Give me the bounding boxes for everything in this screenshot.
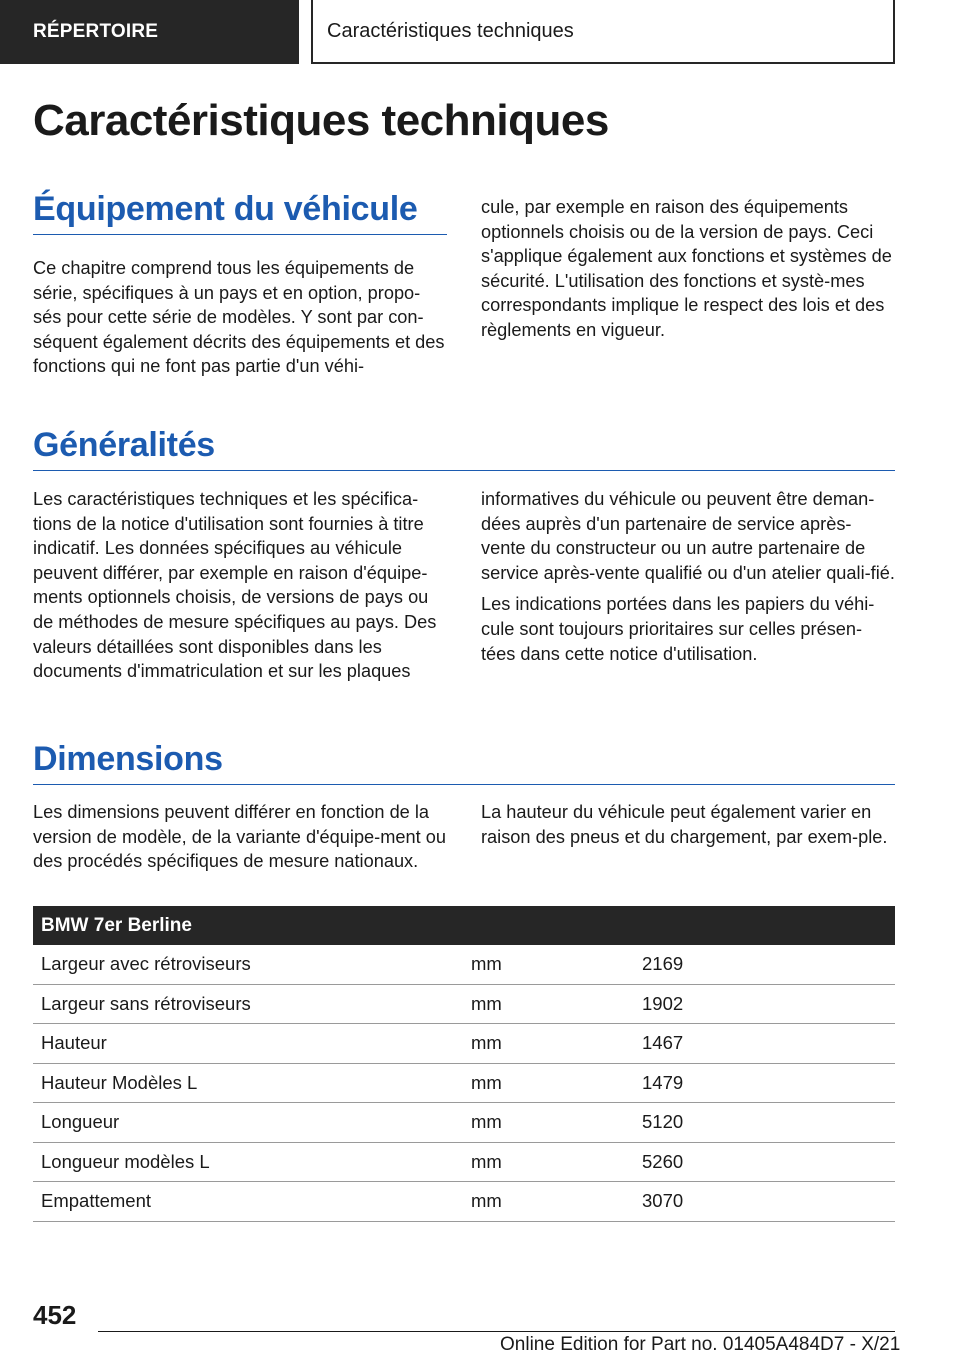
section-rule: [33, 784, 895, 785]
row-unit: mm: [463, 1063, 634, 1103]
section-tab[interactable]: RÉPERTOIRE: [0, 0, 299, 64]
row-unit: mm: [463, 984, 634, 1024]
row-value: 1479: [634, 1063, 895, 1103]
table-row: [33, 984, 895, 1024]
table-header: BMW 7er Berline: [33, 906, 895, 945]
paragraph: Les dimensions peuvent différer en fonction de la version de modèle, de la variante d'équipe-ment ou des procédés spécifiques de mesure nationaux.: [33, 802, 446, 872]
table-row: [33, 1182, 895, 1222]
row-label: Hauteur: [33, 1024, 463, 1064]
row-value: 3070: [634, 1182, 895, 1222]
dimensions-left-column: [33, 800, 447, 881]
edition-note: Online Edition for Part no. 01405A484D7 - X/21: [500, 1334, 901, 1355]
footer-rule: [98, 1331, 895, 1332]
row-unit: mm: [463, 1182, 634, 1222]
row-value: 5260: [634, 1142, 895, 1182]
row-label: Largeur sans rétroviseurs: [33, 984, 463, 1024]
row-label: Hauteur Modèles L: [33, 1063, 463, 1103]
paragraph: Les indications portées dans les papiers du véhi-cule sont toujours prioritaires sur celles présen-tées dans cette notice d'utilisation.: [481, 594, 875, 664]
paragraph: Ce chapitre comprend tous les équipements de série, spécifiques à un pays et en option, propo-sés pour cette série de modèles. Y sont par con-séquent également décrits des équipements et des fonctions qui ne font pas partie d'un véhi-: [33, 258, 445, 377]
row-label: Longueur modèles L: [33, 1142, 463, 1182]
row-label: Largeur avec rétroviseurs: [33, 945, 463, 984]
page-title: Caractéristiques techniques: [33, 96, 609, 145]
equipment-left-column: [33, 256, 447, 386]
row-value: 5120: [634, 1103, 895, 1143]
section-title-equipment: Équipement du véhicule: [33, 190, 418, 228]
general-left-column: [33, 487, 447, 691]
table-row: [33, 1142, 895, 1182]
row-value: 1467: [634, 1024, 895, 1064]
paragraph: informatives du véhicule ou peuvent être deman-dées auprès d'un partenaire de service après-vente du constructeur ou un autre partenaire de service après-vente qualifié ou d'un atelier quali-fié.: [481, 489, 895, 583]
page-number: 452: [33, 1300, 77, 1330]
table-row: [33, 945, 895, 984]
equipment-right-column: [481, 195, 895, 350]
section-rule: [33, 234, 447, 235]
dimensions-table: [33, 906, 895, 1222]
table-row: [33, 1063, 895, 1103]
table-row: [33, 1024, 895, 1064]
dimensions-right-column: [481, 800, 895, 856]
table-row: [33, 1103, 895, 1143]
row-unit: mm: [463, 1024, 634, 1064]
section-title-dimensions: Dimensions: [33, 740, 223, 778]
paragraph: La hauteur du véhicule peut également varier en raison des pneus et du chargement, par exem-ple.: [481, 802, 888, 847]
row-label: Longueur: [33, 1103, 463, 1143]
section-title-general: Généralités: [33, 426, 215, 464]
row-value: 2169: [634, 945, 895, 984]
row-unit: mm: [463, 1142, 634, 1182]
table-header-row: [33, 906, 895, 945]
section-rule: [33, 470, 895, 471]
paragraph: cule, par exemple en raison des équipements optionnels choisis ou de la version de pays. Ceci s'applique également aux fonctions et systèmes de sécurité. L'utilisation des fonctions et systè-mes correspondants implique le respect des lois et des règlements en vigueur.: [481, 197, 892, 340]
row-unit: mm: [463, 1103, 634, 1143]
general-right-column: [481, 487, 895, 673]
row-value: 1902: [634, 984, 895, 1024]
breadcrumb: Caractéristiques techniques: [311, 0, 895, 64]
paragraph: Les caractéristiques techniques et les spécifica-tions de la notice d'utilisation sont fournies à titre indicatif. Les données spécifiques au véhicule peuvent différer, par exemple en raison d'équipe-ments optionnels choisis, de versions de pays ou de méthodes de mesure spécifiques au pays. Des valeurs détaillées sont disponibles dans les documents d'immatriculation et sur les plaques: [33, 489, 437, 682]
row-unit: mm: [463, 945, 634, 984]
row-label: Empattement: [33, 1182, 463, 1222]
